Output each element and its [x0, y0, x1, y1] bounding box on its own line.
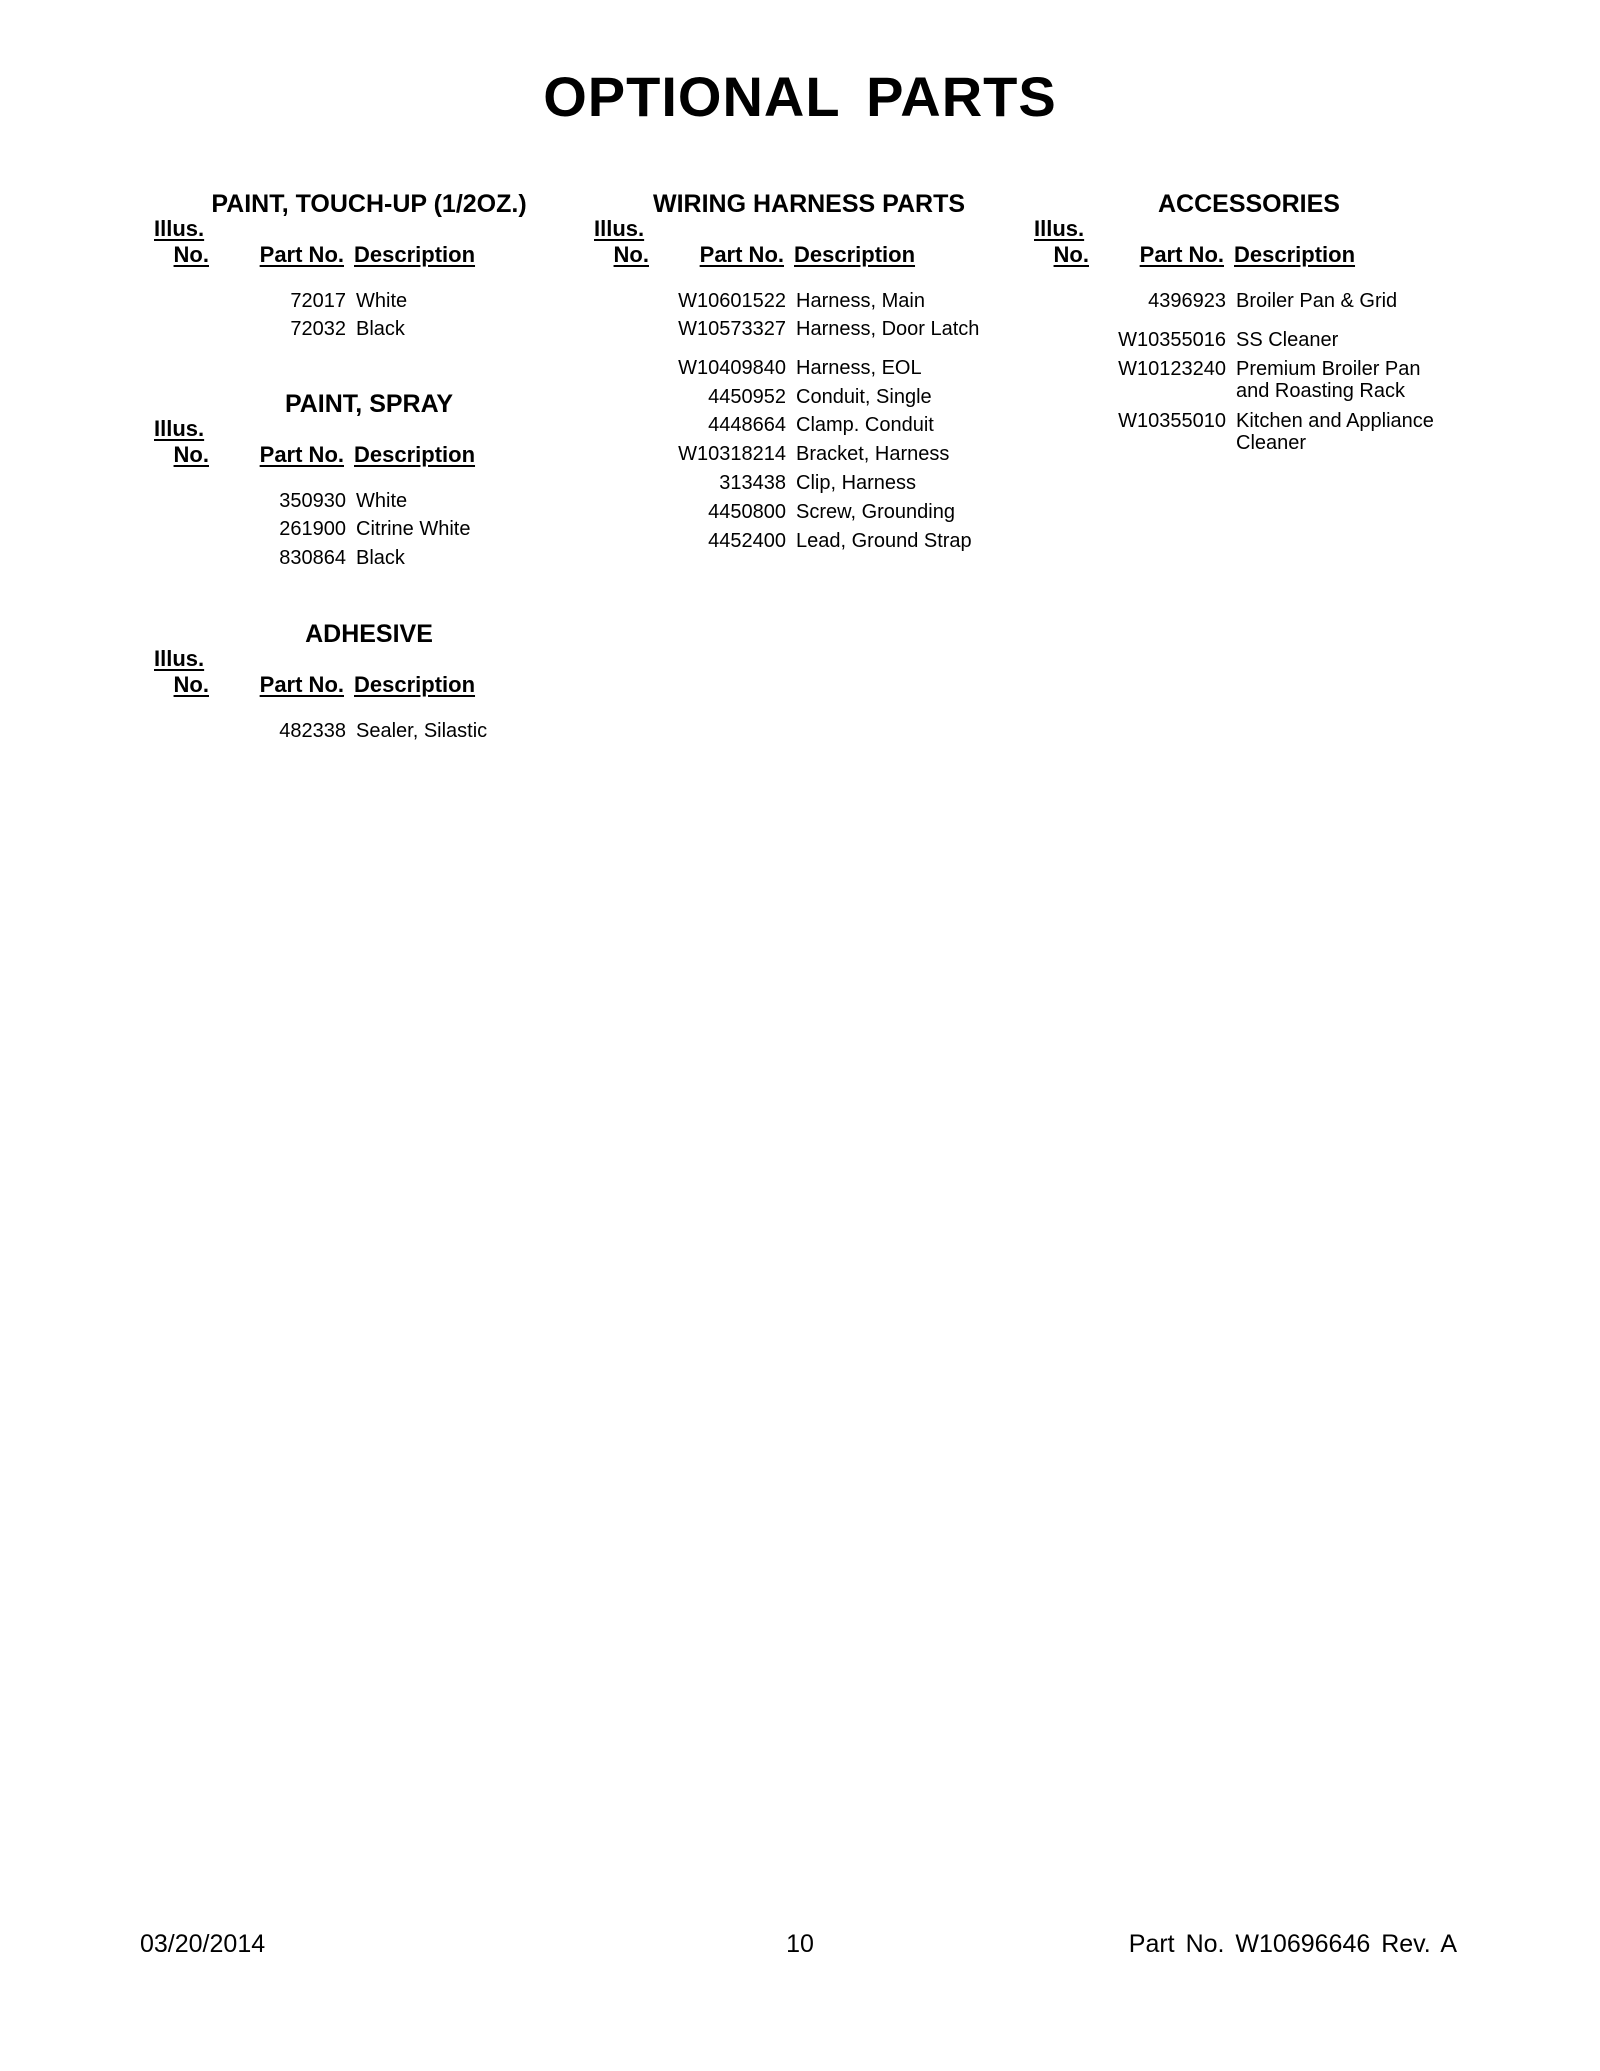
part-number: W10573327 [678, 318, 786, 340]
description-header: Description [794, 242, 916, 267]
part-number: W10355016 [1118, 329, 1226, 351]
illus-label: Illus. [154, 216, 205, 241]
part-description: Screw, Grounding [796, 501, 955, 523]
illus-label: Illus. [154, 416, 205, 441]
section-title: ACCESSORIES [1158, 190, 1340, 218]
section-title: PAINT, TOUCH-UP (1/2OZ.) [211, 190, 527, 218]
part-description: Black [356, 547, 405, 569]
part-description: Sealer, Silastic [356, 720, 488, 742]
part-number: W10123240 [1118, 358, 1226, 380]
part-number: 4452400 [708, 530, 786, 552]
part-no-header: Part No. [1139, 242, 1224, 267]
no-label: No. [1053, 242, 1089, 267]
description-header: Description [1234, 242, 1356, 267]
part-number: 261900 [279, 518, 346, 540]
part-no-header: Part No. [259, 442, 344, 467]
section-title: WIRING HARNESS PARTS [652, 190, 966, 218]
part-description: Broiler Pan & Grid [1236, 290, 1398, 312]
description-header: Description [354, 242, 476, 267]
part-number: 4396923 [1148, 290, 1226, 312]
illus-label: Illus. [154, 646, 205, 671]
part-description: Black [356, 318, 405, 340]
part-number: 482338 [279, 720, 346, 742]
part-number: W10601522 [678, 290, 786, 312]
part-description: Harness, Door Latch [796, 318, 980, 340]
part-description: Premium Broiler Pan and Roasting Rack [1236, 358, 1421, 402]
part-number: W10355010 [1118, 410, 1226, 432]
part-description: Citrine White [356, 518, 471, 540]
part-description: SS Cleaner [1236, 329, 1339, 351]
illus-no-header [154, 216, 209, 268]
part-description: Clip, Harness [796, 472, 917, 494]
part-description: White [356, 490, 408, 512]
part-number: 4450952 [708, 386, 786, 408]
illus-label: Illus. [594, 216, 645, 241]
part-number: W10409840 [678, 357, 786, 379]
part-no-header: Part No. [699, 242, 784, 267]
footer-part-number: Part No. W10696646 Rev. A [1128, 1930, 1457, 1958]
illus-no-header [594, 216, 649, 268]
part-description: White [356, 290, 408, 312]
page-title: OPTIONAL PARTS [543, 65, 1057, 128]
part-no-header: Part No. [259, 672, 344, 697]
part-number: 350930 [279, 490, 346, 512]
illus-label: Illus. [1034, 216, 1085, 241]
part-number: 4450800 [708, 501, 786, 523]
no-label: No. [173, 242, 209, 267]
no-label: No. [173, 672, 209, 697]
section-title: ADHESIVE [305, 620, 433, 648]
illus-no-header [154, 416, 209, 468]
footer-date: 03/20/2014 [140, 1930, 266, 1958]
illus-no-header [1034, 216, 1089, 268]
part-number: 830864 [279, 547, 346, 569]
part-no-header: Part No. [259, 242, 344, 267]
part-description: Clamp. Conduit [796, 414, 934, 436]
footer-page-number: 10 [786, 1930, 814, 1958]
part-description: Bracket, Harness [796, 443, 950, 465]
description-header: Description [354, 672, 476, 697]
part-description: Harness, Main [796, 290, 925, 312]
illus-no-header [154, 646, 209, 698]
part-description: Conduit, Single [796, 386, 932, 408]
part-number: 4448664 [708, 414, 786, 436]
part-description: Lead, Ground Strap [796, 530, 972, 552]
section-title: PAINT, SPRAY [284, 390, 454, 418]
part-number: 72032 [290, 318, 346, 340]
part-number: W10318214 [678, 443, 786, 465]
no-label: No. [173, 442, 209, 467]
no-label: No. [613, 242, 649, 267]
part-description: Kitchen and Appliance Cleaner [1236, 410, 1434, 454]
part-number: 72017 [290, 290, 346, 312]
description-header: Description [354, 442, 476, 467]
part-number: 313438 [719, 472, 786, 494]
part-description: Harness, EOL [796, 357, 922, 379]
